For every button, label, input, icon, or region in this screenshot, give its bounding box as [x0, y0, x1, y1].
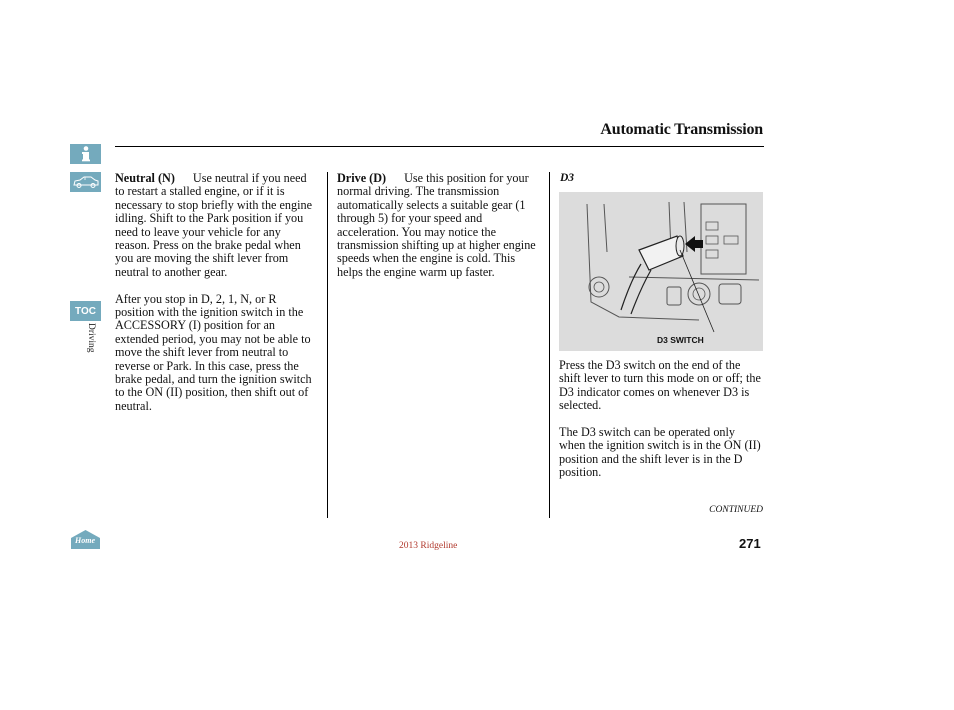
figure-label: D3 SWITCH [657, 335, 704, 345]
neutral-paragraph [115, 172, 318, 279]
info-button[interactable] [70, 144, 101, 164]
neutral-text: Use neutral if you need to restart a stalled engine, or if it is necessary to stop briefly with the engine idling. Shift to the Park position if you need to leave your vehicle for any reason. Press on the brake pedal when you are moving the shift lever from neutral to another gear. [115, 171, 312, 279]
d3-operation-paragraph: The D3 switch can be operated only when the ignition switch is in the ON (II) position and the shift lever is in the D position. [559, 425, 761, 480]
model-name: 2013 Ridgeline [399, 541, 458, 551]
info-icon [80, 146, 92, 162]
header-rule [115, 146, 764, 147]
accessory-paragraph: After you stop in D, 2, 1, N, or R position with the ignition switch in the ACCESSORY (I) position for an extended period, you may not be able to move the shift lever from neutral to reverse or Park. In this case, press the brake pedal, and turn the ignition switch to the ON (II) position, then shift out of neutral. [115, 291, 312, 413]
home-button[interactable] [70, 529, 101, 550]
figure-caption: D3 [560, 172, 575, 184]
page-number: 271 [739, 536, 761, 551]
column-divider-1 [327, 172, 328, 518]
column-3 [559, 359, 763, 493]
d3-switch-paragraph: Press the D3 switch on the end of the shift lever to turn this mode on or off; the D3 indicator comes on whenever D3 is selected. [559, 358, 761, 413]
drive-paragraph [337, 172, 541, 279]
column-divider-2 [549, 172, 550, 518]
drive-text: Use this position for your normal driving. The transmission automatically selects a suitable gear (1 through 5) for your speed and acceleration. You may notice the transmission shifting up at higher engine speeds when the engine is cold. This helps the engine warm up faster. [337, 171, 536, 279]
neutral-heading: Neutral (N) [115, 171, 175, 185]
car-icon [72, 175, 100, 189]
section-label: Driving [86, 323, 96, 353]
column-2 [337, 172, 541, 293]
toc-label: TOC [75, 305, 96, 317]
continued-label: CONTINUED [709, 505, 763, 515]
vehicle-controls-button[interactable] [70, 172, 101, 192]
d3-switch-illustration [559, 192, 763, 351]
toc-button[interactable] [70, 301, 101, 321]
home-label: Home [75, 536, 95, 545]
page-title: Automatic Transmission [600, 121, 763, 138]
drive-heading: Drive (D) [337, 171, 387, 185]
column-1 [115, 172, 318, 427]
